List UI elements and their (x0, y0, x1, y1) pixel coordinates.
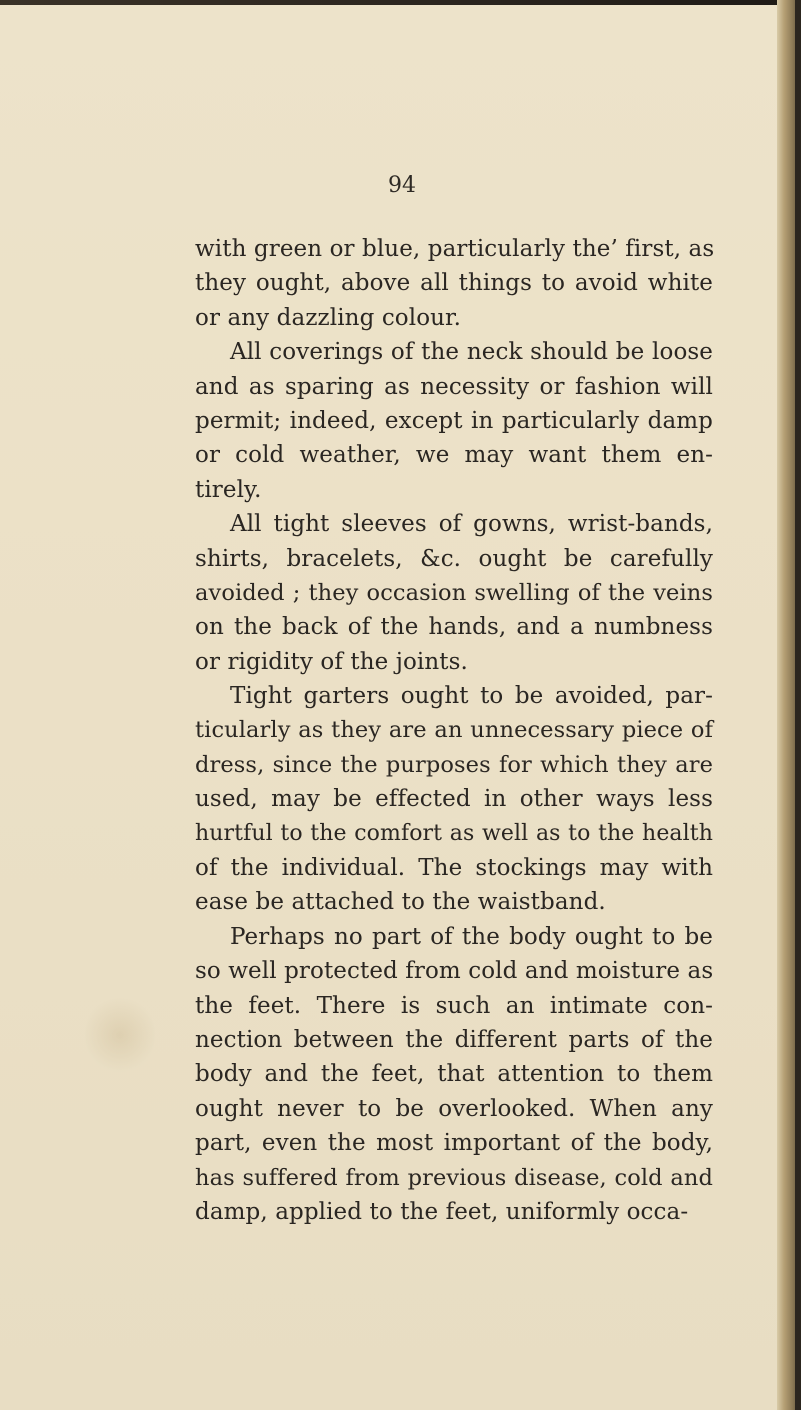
text-line: ease be attached to the waistband. (195, 889, 606, 916)
text-line: or cold weather, we may want them en- (195, 442, 713, 469)
text-line: with green or blue, particularly the’ first, as (195, 236, 715, 262)
body-text (195, 232, 713, 1229)
text-line: hurtful to the comfort as well as to the health (195, 820, 713, 846)
text-line: All coverings of the neck should be loose (230, 339, 713, 366)
text-line: ought never to be overlooked. When any (195, 1095, 713, 1122)
text-line: part, even the most important of the body, (195, 1130, 713, 1157)
text-line: so well protected from cold and moisture as (195, 958, 714, 985)
page-top-edge (0, 0, 801, 5)
text-line: has suffered from previous disease, cold and (195, 1164, 713, 1191)
text-line: they ought, above all things to avoid white (195, 270, 713, 297)
text-line: Tight garters ought to be avoided, par- (230, 683, 713, 710)
text-line: or rigidity of the joints. (195, 648, 468, 675)
text-line: permit; indeed, except in particularly damp (195, 407, 713, 434)
book-spine-shadow (795, 0, 801, 1410)
text-line: used, may be effected in other ways less (195, 786, 713, 813)
text-line: tirely. (195, 476, 262, 503)
text-line: avoided ; they occasion swelling of the veins (195, 579, 713, 606)
text-line: on the back of the hands, and a numbness (195, 614, 713, 641)
text-line: damp, applied to the feet, uniformly occa- (195, 1198, 689, 1225)
text-line: body and the feet, that attention to them (195, 1061, 713, 1088)
text-line: the feet. There is such an intimate con- (195, 992, 713, 1019)
text-line: nection between the different parts of the (195, 1026, 713, 1053)
text-line: Perhaps no part of the body ought to be (230, 923, 713, 950)
text-line: shirts, bracelets, &c. ought be carefully (195, 545, 713, 572)
text-line: and as sparing as necessity or fashion will (195, 373, 713, 400)
text-line: or any dazzling colour. (195, 304, 462, 331)
text-line: of the individual. The stockings may with (195, 855, 713, 882)
text-line: dress, since the purposes for which they are (195, 751, 713, 778)
page-number: 94 (388, 173, 416, 198)
text-line: All tight sleeves of gowns, wrist-bands, (230, 511, 713, 538)
paper-stain (85, 995, 155, 1075)
text-line: ticularly as they are an unnecessary piece of (195, 717, 713, 744)
